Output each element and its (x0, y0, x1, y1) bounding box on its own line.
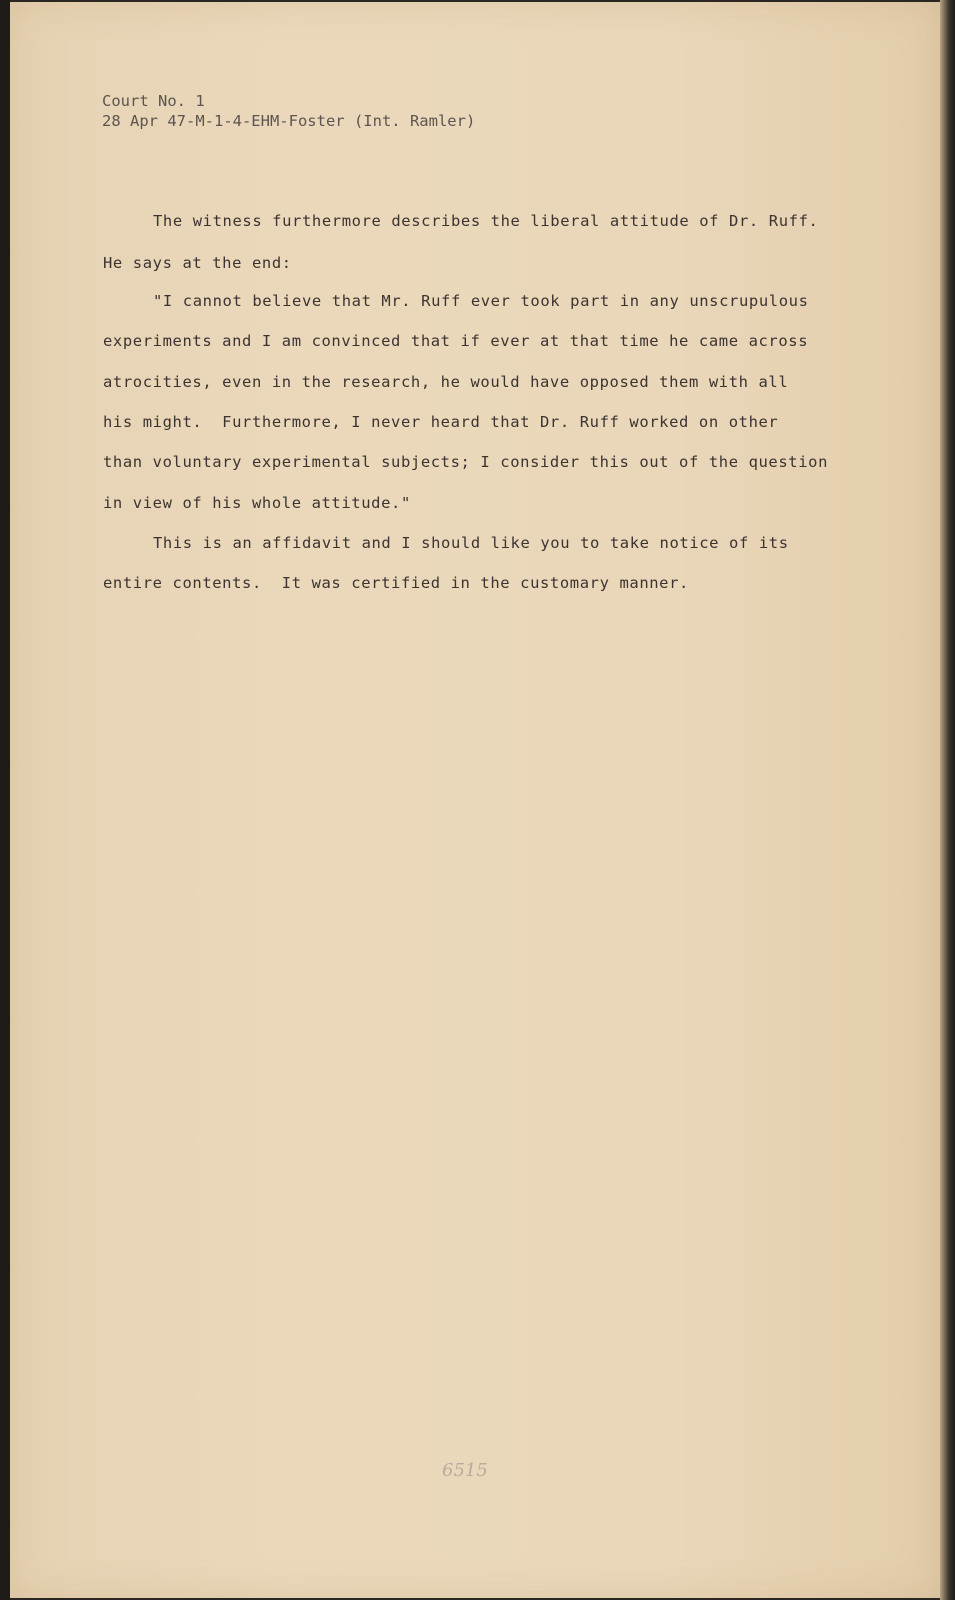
body-line-8: in view of his whole attitude." (103, 494, 411, 512)
page-number: 6515 (442, 1460, 488, 1481)
body-line-3: "I cannot believe that Mr. Ruff ever took part in any unscrupulous (153, 292, 809, 310)
body-line-2: He says at the end: (103, 254, 292, 272)
body-line-1: The witness furthermore describes the liberal attitude of Dr. Ruff. (153, 212, 819, 230)
body-line-4: experiments and I am convinced that if ever at that time he came across (103, 332, 809, 350)
body-line-6: his might. Furthermore, I never heard that Dr. Ruff worked on other (103, 413, 779, 431)
transcript-reference: 28 Apr 47-M-1-4-EHM-Foster (Int. Ramler) (102, 112, 476, 130)
scan-left-border (0, 0, 10, 1600)
body-line-7: than voluntary experimental subjects; I consider this out of the question (103, 453, 829, 471)
body-line-10: entire contents. It was certified in the customary manner. (103, 574, 689, 592)
body-line-9: This is an affidavit and I should like you to take notice of its (153, 534, 789, 552)
court-number: Court No. 1 (102, 92, 205, 110)
body-line-5: atrocities, even in the research, he would have opposed them with all (103, 373, 789, 391)
scan-right-border (940, 0, 955, 1600)
document-page (10, 2, 940, 1598)
